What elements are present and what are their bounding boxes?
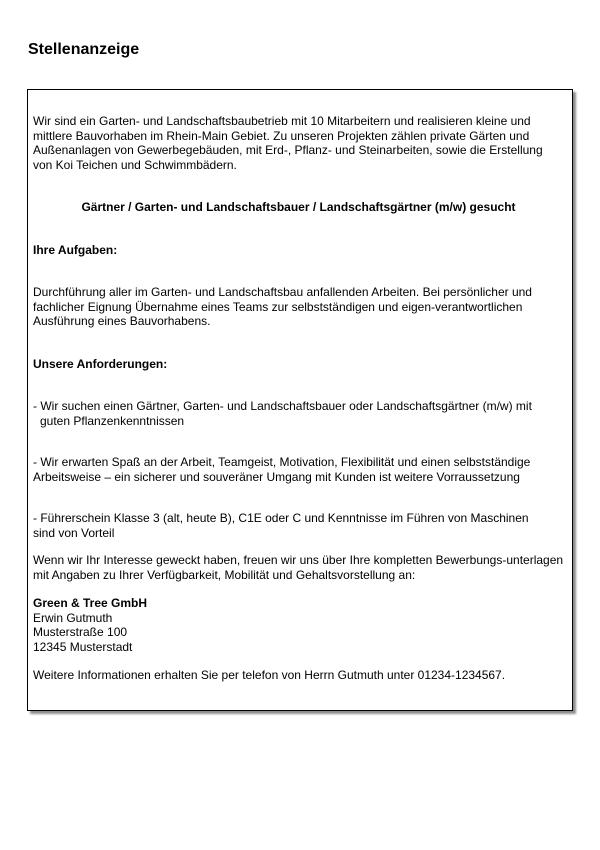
street-address: Musterstraße 100 (33, 625, 128, 639)
page-title: Stellenanzeige (28, 41, 140, 58)
requirement-item (33, 455, 564, 484)
requirement-line: sind von Vorteil (33, 525, 115, 540)
company-name: Green & Tree GmbH (33, 596, 148, 610)
tasks-heading: Ihre Aufgaben: (33, 242, 118, 257)
requirement-line: - Führerschein Klasse 3 (alt, heute B), C1E oder C und Kenntnisse im Führen von Maschinen (33, 511, 529, 525)
requirements-heading: Unsere Anforderungen: (33, 356, 168, 371)
requirement-item (33, 399, 564, 428)
requirement-line: - Wir erwarten Spaß an der Arbeit, Teamgeist, Motivation, Flexibilität und einen selbstständige (33, 455, 531, 469)
contact-info: Weitere Informationen erhalten Sie per telefon von Herrn Gutmuth unter 01234-1234567. (33, 668, 506, 682)
job-ad-box (27, 89, 573, 711)
requirement-line: - Wir suchen einen Gärtner, Garten- und Landschaftsbauer oder Landschaftsgärtner (m/w) mit (33, 399, 532, 413)
company-address (33, 596, 564, 654)
requirement-line: guten Pflanzenkenntnissen (40, 413, 185, 428)
contact-person: Erwin Gutmuth (33, 610, 113, 625)
tasks-text: Durchführung aller im Garten- und Landschaftsbau anfallenden Arbeiten. Bei persönlicher und fachlicher Eignung Übernahme eines Teams zur selbstständigen und eigen-verantwortlichen Ausführung eines Bauvorhabens. (33, 285, 532, 328)
closing-text: Wenn wir Ihr Interesse geweckt haben, freuen wir uns über Ihre kompletten Bewerbungs-unterlagen mit Angaben zu Ihrer Verfügbarkeit, Mobilität und Gehaltsvorstellung an: (33, 553, 564, 582)
company-intro: Wir sind ein Garten- und Landschaftsbaubetrieb mit 10 Mitarbeitern und realisieren kleine und mittlere Bauvorhaben im Rhein-Main Gebiet. Zu unseren Projekten zählen private Gärten und Außenanlagen von Gewerbegebäuden, mit Erd-, Pflanz- und Steinarbeiten, sowie die Erstellung von Koi Teichen und Schwimmbädern. (33, 114, 543, 172)
requirement-line: Arbeitsweise – ein sicherer und souveräner Umgang mit Kunden ist weitere Vorraussetzung (33, 469, 520, 484)
job-title: Gärtner / Garten- und Landschaftsbauer / Landschaftsgärtner (m/w) gesucht (81, 200, 516, 214)
postal-city: 12345 Musterstadt (33, 639, 133, 654)
requirement-item (33, 511, 564, 540)
